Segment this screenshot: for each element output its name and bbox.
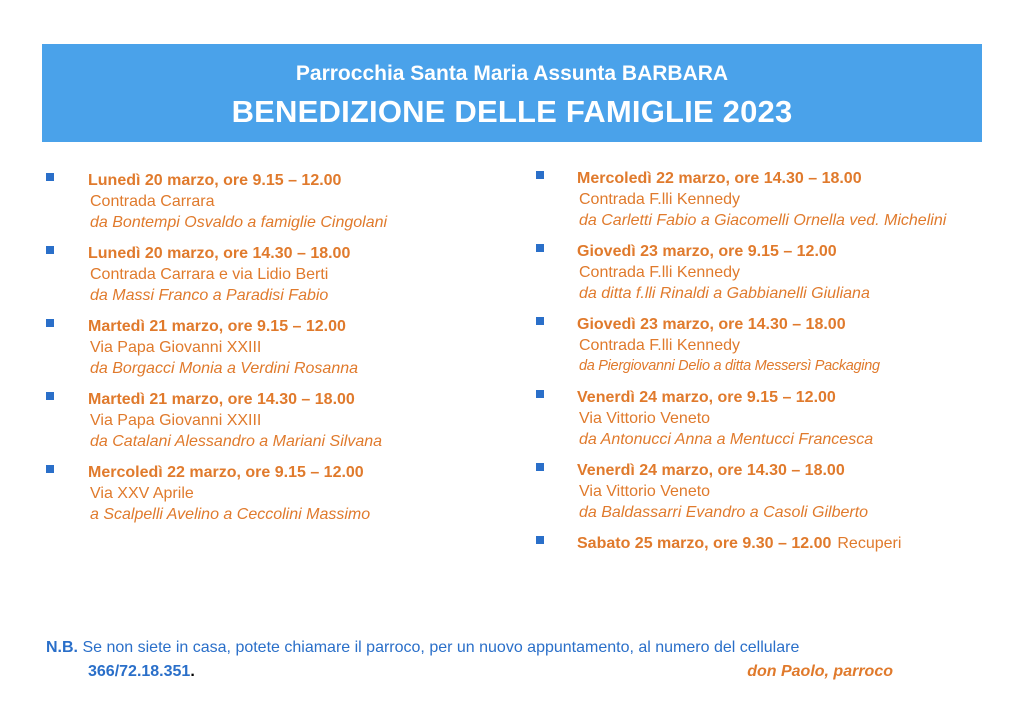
page-title: BENEDIZIONE DELLE FAMIGLIE 2023: [231, 94, 793, 129]
entry-date-text: Sabato 25 marzo, ore 9.30 – 12.00: [577, 535, 832, 552]
schedule-entry: [536, 533, 981, 554]
entry-range: da Antonucci Anna a Mentucci Francesca: [579, 431, 874, 448]
note-text: Se non siete in casa, potete chiamare il parroco, per un nuovo appuntamento, al numero del cellulare: [82, 639, 800, 656]
entry-range: da ditta f.lli Rinaldi a Gabbianelli Giuliana: [579, 285, 870, 302]
schedule-entry: [46, 170, 466, 233]
square-bullet-icon: [536, 463, 544, 471]
phone-number: 366/72.18.351: [88, 663, 191, 680]
square-bullet-icon: [46, 173, 54, 181]
square-bullet-icon: [536, 317, 544, 325]
footer-note: [46, 636, 981, 684]
entry-street: Via Vittorio Veneto: [579, 410, 711, 427]
entry-date: Lunedì 20 marzo, ore 14.30 – 18.00: [88, 245, 351, 262]
schedule-entry: [536, 387, 981, 450]
entry-range: da Bontempi Osvaldo a famiglie Cingolani: [90, 214, 388, 231]
schedule-entry: [46, 316, 466, 379]
entry-range: da Borgacci Monia a Verdini Rosanna: [90, 360, 359, 377]
entry-extra: Recuperi: [837, 535, 902, 552]
schedule-entry: [536, 241, 981, 304]
note-line-1: [46, 636, 981, 660]
schedule-entry: [536, 168, 981, 231]
entry-range: da Catalani Alessandro a Mariani Silvana: [90, 433, 383, 450]
entry-date: Martedì 21 marzo, ore 9.15 – 12.00: [88, 318, 346, 335]
note-period: .: [190, 663, 195, 680]
entry-date: Giovedì 23 marzo, ore 9.15 – 12.00: [577, 243, 837, 260]
square-bullet-icon: [536, 390, 544, 398]
schedule-entry: [46, 462, 466, 525]
square-bullet-icon: [46, 392, 54, 400]
entry-range: da Massi Franco a Paradisi Fabio: [90, 287, 329, 304]
entry-street: Contrada Carrara e via Lidio Berti: [90, 266, 329, 283]
schedule-entry: [536, 314, 981, 377]
entry-street: Via Papa Giovanni XXIII: [90, 412, 262, 429]
schedule-entry: [46, 389, 466, 452]
entry-date: Venerdì 24 marzo, ore 14.30 – 18.00: [577, 462, 845, 479]
square-bullet-icon: [536, 536, 544, 544]
note-line-2: [46, 660, 981, 684]
entry-range: a Scalpelli Avelino a Ceccolini Massimo: [90, 506, 371, 523]
right-column: [536, 168, 981, 564]
square-bullet-icon: [46, 465, 54, 473]
entry-date: [577, 533, 981, 554]
schedule-entry: [536, 460, 981, 523]
note-label: N.B.: [46, 639, 78, 656]
entry-street: Contrada F.lli Kennedy: [579, 191, 740, 208]
entry-date: Lunedì 20 marzo, ore 9.15 – 12.00: [88, 172, 342, 189]
entry-street: Contrada F.lli Kennedy: [579, 337, 740, 354]
entry-date: Mercoledì 22 marzo, ore 14.30 – 18.00: [577, 170, 862, 187]
square-bullet-icon: [46, 246, 54, 254]
header-banner: [42, 44, 982, 142]
entry-date: Venerdì 24 marzo, ore 9.15 – 12.00: [577, 389, 836, 406]
signature: don Paolo, parroco: [747, 663, 893, 680]
entry-street: Via Vittorio Veneto: [579, 483, 711, 500]
entry-street: Via Papa Giovanni XXIII: [90, 339, 262, 356]
entry-date: Martedì 21 marzo, ore 14.30 – 18.00: [88, 391, 355, 408]
entry-range: da Baldassarri Evandro a Casoli Gilberto: [579, 504, 869, 521]
entry-date: Mercoledì 22 marzo, ore 9.15 – 12.00: [88, 464, 364, 481]
entry-date: Giovedì 23 marzo, ore 14.30 – 18.00: [577, 316, 846, 333]
square-bullet-icon: [536, 171, 544, 179]
parish-name: Parrocchia Santa Maria Assunta BARBARA: [295, 62, 729, 85]
entry-street: Contrada F.lli Kennedy: [579, 264, 740, 281]
entry-street: Contrada Carrara: [90, 193, 215, 210]
entry-range: da Piergiovanni Delio a ditta Messersì Packaging: [579, 358, 880, 374]
square-bullet-icon: [536, 244, 544, 252]
entry-range: da Carletti Fabio a Giacomelli Ornella ved. Michelini: [579, 212, 947, 229]
square-bullet-icon: [46, 319, 54, 327]
left-column: [46, 170, 466, 535]
entry-street: Via XXV Aprile: [90, 485, 194, 502]
schedule-entry: [46, 243, 466, 306]
